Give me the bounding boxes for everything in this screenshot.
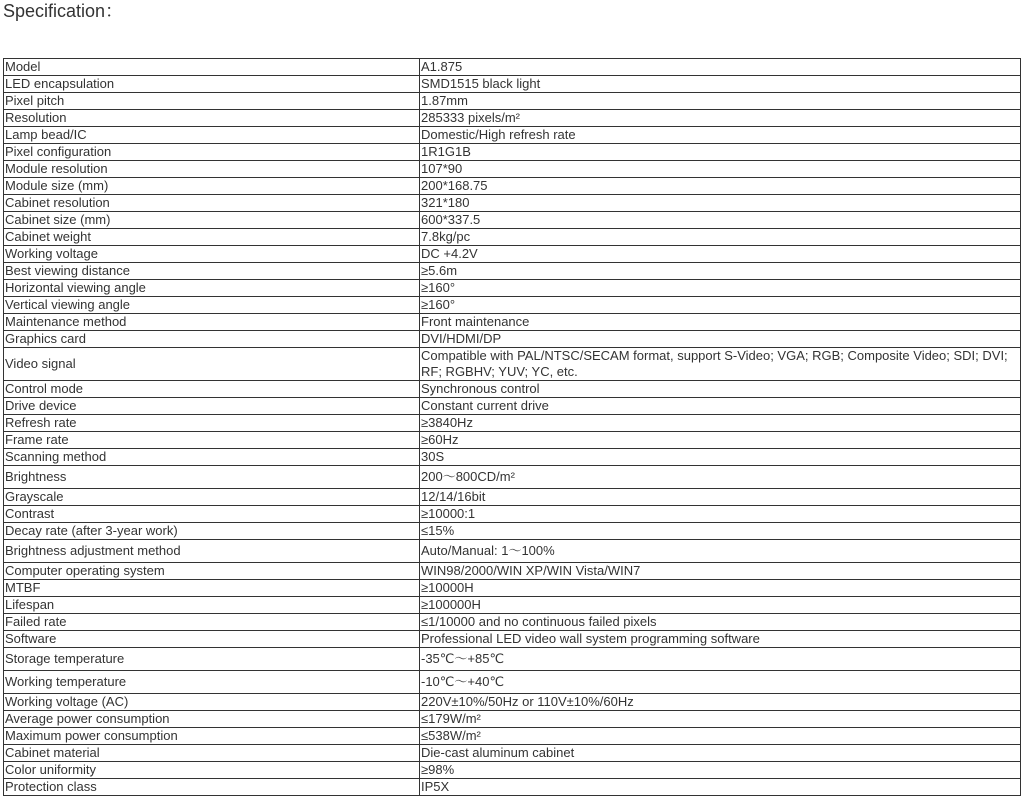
spec-row-cabinet-material bbox=[4, 745, 1021, 762]
spec-label: LED encapsulation bbox=[4, 76, 420, 93]
spec-label: Working voltage (AC) bbox=[4, 694, 420, 711]
spec-label: Model bbox=[4, 59, 420, 76]
spec-value: 220V±10%/50Hz or 110V±10%/60Hz bbox=[420, 694, 1021, 711]
spec-row-failed-rate bbox=[4, 614, 1021, 631]
spec-value: ≥160° bbox=[420, 297, 1021, 314]
spec-label: Lifespan bbox=[4, 597, 420, 614]
spec-row-cabinet-size bbox=[4, 212, 1021, 229]
spec-row-working-voltage-ac bbox=[4, 694, 1021, 711]
spec-row-horizontal-viewing-angle bbox=[4, 280, 1021, 297]
spec-row-led-encapsulation bbox=[4, 76, 1021, 93]
spec-row-average-power bbox=[4, 711, 1021, 728]
spec-label: Protection class bbox=[4, 779, 420, 796]
spec-row-video-signal bbox=[4, 348, 1021, 381]
spec-value: 1.87mm bbox=[420, 93, 1021, 110]
spec-label: Computer operating system bbox=[4, 563, 420, 580]
spec-value: ≥98% bbox=[420, 762, 1021, 779]
spec-label: Resolution bbox=[4, 110, 420, 127]
spec-label: Working voltage bbox=[4, 246, 420, 263]
spec-row-drive-device bbox=[4, 398, 1021, 415]
spec-label: Color uniformity bbox=[4, 762, 420, 779]
spec-label: Lamp bead/IC bbox=[4, 127, 420, 144]
spec-label: Maximum power consumption bbox=[4, 728, 420, 745]
spec-row-protection-class bbox=[4, 779, 1021, 796]
spec-label: Working temperature bbox=[4, 671, 420, 694]
spec-row-brightness-adjustment bbox=[4, 540, 1021, 563]
spec-label: Vertical viewing angle bbox=[4, 297, 420, 314]
spec-row-grayscale bbox=[4, 489, 1021, 506]
spec-row-control-mode bbox=[4, 381, 1021, 398]
spec-value: DC +4.2V bbox=[420, 246, 1021, 263]
spec-row-working-voltage bbox=[4, 246, 1021, 263]
spec-value: ≥160° bbox=[420, 280, 1021, 297]
spec-row-software bbox=[4, 631, 1021, 648]
spec-value: ≥60Hz bbox=[420, 432, 1021, 449]
spec-label: Pixel configuration bbox=[4, 144, 420, 161]
spec-row-model bbox=[4, 59, 1021, 76]
spec-row-best-viewing-distance bbox=[4, 263, 1021, 280]
spec-label: Cabinet resolution bbox=[4, 195, 420, 212]
spec-value: ≤1/10000 and no continuous failed pixels bbox=[420, 614, 1021, 631]
spec-label: Refresh rate bbox=[4, 415, 420, 432]
spec-row-graphics-card bbox=[4, 331, 1021, 348]
spec-value: 200～800CD/m² bbox=[420, 466, 1021, 489]
spec-label: Decay rate (after 3-year work) bbox=[4, 523, 420, 540]
spec-label: Software bbox=[4, 631, 420, 648]
spec-value: Auto/Manual: 1～100% bbox=[420, 540, 1021, 563]
spec-label: Horizontal viewing angle bbox=[4, 280, 420, 297]
spec-row-lifespan bbox=[4, 597, 1021, 614]
spec-value: Synchronous control bbox=[420, 381, 1021, 398]
spec-label: Failed rate bbox=[4, 614, 420, 631]
specification-table bbox=[3, 58, 1021, 796]
spec-value: DVI/HDMI/DP bbox=[420, 331, 1021, 348]
spec-label: MTBF bbox=[4, 580, 420, 597]
spec-value: Compatible with PAL/NTSC/SECAM format, support S-Video; VGA; RGB; Composite Video; SDI; DVI; RF; RGBHV; YUV; YC, etc. bbox=[420, 348, 1021, 381]
spec-label: Frame rate bbox=[4, 432, 420, 449]
spec-value: Domestic/High refresh rate bbox=[420, 127, 1021, 144]
spec-label: Average power consumption bbox=[4, 711, 420, 728]
spec-label: Video signal bbox=[4, 348, 420, 381]
spec-row-frame-rate bbox=[4, 432, 1021, 449]
spec-row-maintenance-method bbox=[4, 314, 1021, 331]
spec-value: 600*337.5 bbox=[420, 212, 1021, 229]
spec-row-cabinet-weight bbox=[4, 229, 1021, 246]
spec-value: 200*168.75 bbox=[420, 178, 1021, 195]
spec-label: Drive device bbox=[4, 398, 420, 415]
spec-label: Brightness adjustment method bbox=[4, 540, 420, 563]
spec-value: Constant current drive bbox=[420, 398, 1021, 415]
spec-value: 321*180 bbox=[420, 195, 1021, 212]
spec-label: Cabinet material bbox=[4, 745, 420, 762]
spec-label: Brightness bbox=[4, 466, 420, 489]
spec-value: 7.8kg/pc bbox=[420, 229, 1021, 246]
spec-value: -35℃～+85℃ bbox=[420, 648, 1021, 671]
page-heading: Specification： bbox=[3, 1, 124, 21]
spec-value: SMD1515 black light bbox=[420, 76, 1021, 93]
spec-row-refresh-rate bbox=[4, 415, 1021, 432]
spec-value: WIN98/2000/WIN XP/WIN Vista/WIN7 bbox=[420, 563, 1021, 580]
spec-value: ≥100000H bbox=[420, 597, 1021, 614]
spec-label: Storage temperature bbox=[4, 648, 420, 671]
spec-row-module-size bbox=[4, 178, 1021, 195]
spec-label: Contrast bbox=[4, 506, 420, 523]
spec-value: IP5X bbox=[420, 779, 1021, 796]
spec-row-working-temperature bbox=[4, 671, 1021, 694]
spec-value: 285333 pixels/m² bbox=[420, 110, 1021, 127]
spec-value: ≥10000:1 bbox=[420, 506, 1021, 523]
spec-label: Grayscale bbox=[4, 489, 420, 506]
spec-value: 12/14/16bit bbox=[420, 489, 1021, 506]
spec-value: Front maintenance bbox=[420, 314, 1021, 331]
spec-row-pixel-pitch bbox=[4, 93, 1021, 110]
spec-value: -10℃～+40℃ bbox=[420, 671, 1021, 694]
spec-row-decay-rate bbox=[4, 523, 1021, 540]
spec-row-cabinet-resolution bbox=[4, 195, 1021, 212]
spec-row-module-resolution bbox=[4, 161, 1021, 178]
spec-label: Cabinet size (mm) bbox=[4, 212, 420, 229]
spec-label: Module size (mm) bbox=[4, 178, 420, 195]
spec-label: Module resolution bbox=[4, 161, 420, 178]
spec-label: Cabinet weight bbox=[4, 229, 420, 246]
spec-row-vertical-viewing-angle bbox=[4, 297, 1021, 314]
spec-label: Pixel pitch bbox=[4, 93, 420, 110]
spec-value: ≥10000H bbox=[420, 580, 1021, 597]
spec-label: Graphics card bbox=[4, 331, 420, 348]
spec-row-maximum-power bbox=[4, 728, 1021, 745]
spec-label: Best viewing distance bbox=[4, 263, 420, 280]
spec-value: Die-cast aluminum cabinet bbox=[420, 745, 1021, 762]
spec-row-mtbf bbox=[4, 580, 1021, 597]
spec-value: ≤179W/m² bbox=[420, 711, 1021, 728]
spec-row-contrast bbox=[4, 506, 1021, 523]
spec-row-scanning-method bbox=[4, 449, 1021, 466]
spec-label: Scanning method bbox=[4, 449, 420, 466]
spec-row-brightness bbox=[4, 466, 1021, 489]
spec-value: Professional LED video wall system programming software bbox=[420, 631, 1021, 648]
spec-label: Maintenance method bbox=[4, 314, 420, 331]
spec-row-pixel-configuration bbox=[4, 144, 1021, 161]
spec-row-resolution bbox=[4, 110, 1021, 127]
spec-row-lamp-bead-ic bbox=[4, 127, 1021, 144]
spec-row-color-uniformity bbox=[4, 762, 1021, 779]
spec-value: ≤15% bbox=[420, 523, 1021, 540]
spec-row-storage-temperature bbox=[4, 648, 1021, 671]
spec-value: ≥5.6m bbox=[420, 263, 1021, 280]
spec-label: Control mode bbox=[4, 381, 420, 398]
spec-value: 107*90 bbox=[420, 161, 1021, 178]
spec-row-operating-system bbox=[4, 563, 1021, 580]
spec-value: 30S bbox=[420, 449, 1021, 466]
spec-value: A1.875 bbox=[420, 59, 1021, 76]
spec-value: ≥3840Hz bbox=[420, 415, 1021, 432]
spec-value: 1R1G1B bbox=[420, 144, 1021, 161]
spec-value: ≤538W/m² bbox=[420, 728, 1021, 745]
